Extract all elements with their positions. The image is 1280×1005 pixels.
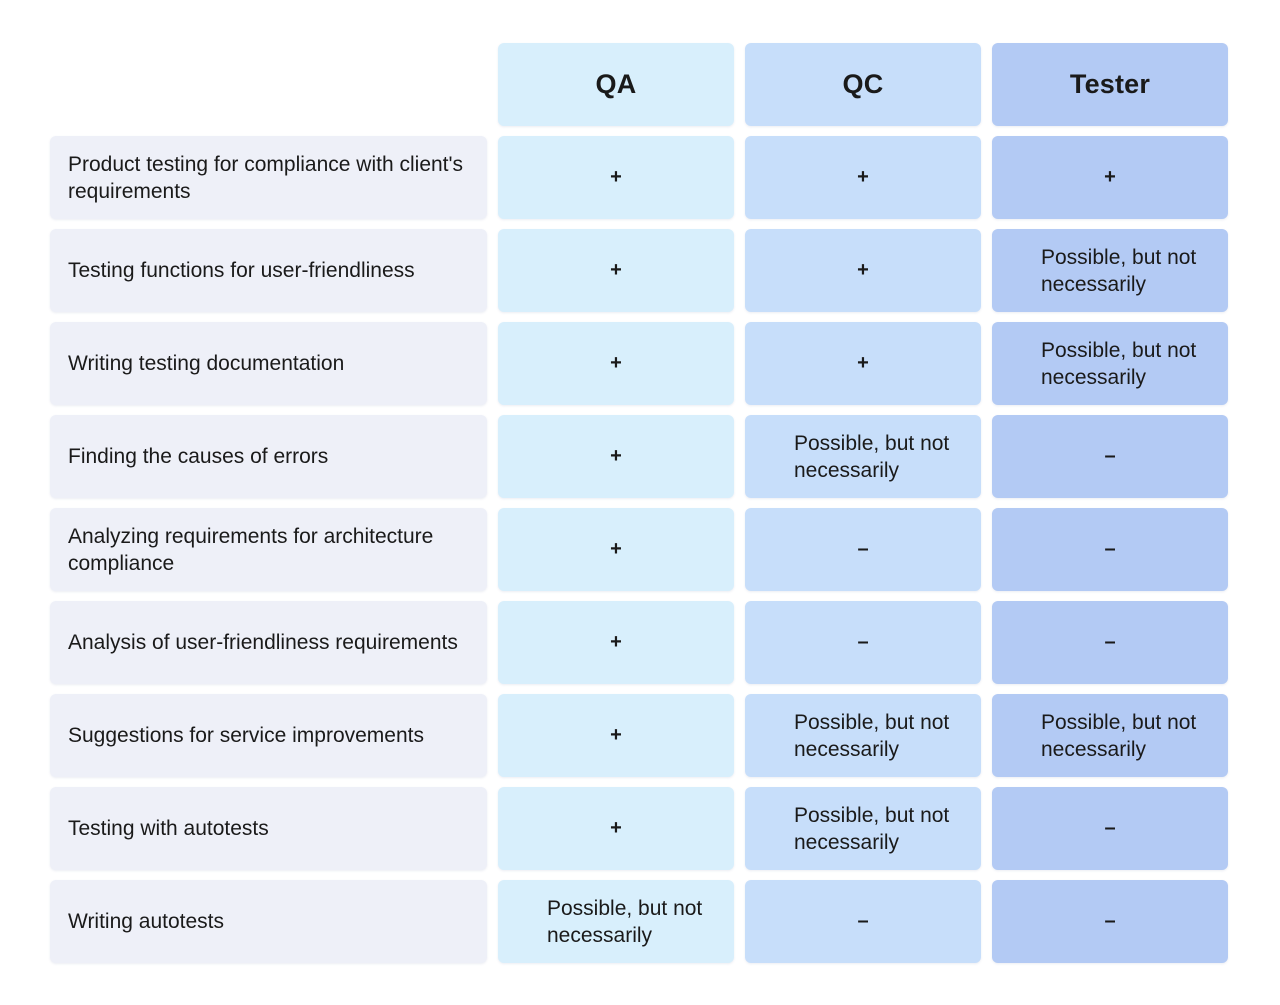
cell-qa: + — [498, 229, 734, 312]
cell-qc: Possible, but not necessarily — [745, 415, 981, 498]
cell-tester: Possible, but not necessarily — [992, 694, 1228, 777]
row-label: Writing testing documentation — [50, 322, 487, 405]
cell-tester: Possible, but not necessarily — [992, 229, 1228, 312]
cell-qc: – — [745, 508, 981, 591]
header-qa: QA — [498, 43, 734, 126]
table-corner — [50, 43, 487, 126]
row-label: Product testing for compliance with client's requirements — [50, 136, 487, 219]
cell-tester: Possible, but not necessarily — [992, 322, 1228, 405]
cell-qc: – — [745, 601, 981, 684]
cell-qa: + — [498, 508, 734, 591]
row-label: Analyzing requirements for architecture compliance — [50, 508, 487, 591]
cell-tester: + — [992, 136, 1228, 219]
cell-qc: + — [745, 322, 981, 405]
cell-qa: Possible, but not necessarily — [498, 880, 734, 963]
cell-tester: – — [992, 508, 1228, 591]
header-tester: Tester — [992, 43, 1228, 126]
cell-qc: + — [745, 136, 981, 219]
cell-tester: – — [992, 787, 1228, 870]
cell-qa: + — [498, 694, 734, 777]
cell-qa: + — [498, 136, 734, 219]
row-label: Testing with autotests — [50, 787, 487, 870]
row-label: Writing autotests — [50, 880, 487, 963]
row-label: Finding the causes of errors — [50, 415, 487, 498]
cell-tester: – — [992, 601, 1228, 684]
cell-qc: Possible, but not necessarily — [745, 694, 981, 777]
row-label: Testing functions for user-friendliness — [50, 229, 487, 312]
row-label: Suggestions for service improvements — [50, 694, 487, 777]
cell-qc: Possible, but not necessarily — [745, 787, 981, 870]
cell-tester: – — [992, 880, 1228, 963]
cell-tester: – — [992, 415, 1228, 498]
cell-qc: – — [745, 880, 981, 963]
cell-qa: + — [498, 415, 734, 498]
cell-qa: + — [498, 787, 734, 870]
cell-qa: + — [498, 322, 734, 405]
comparison-table — [50, 43, 1228, 963]
cell-qc: + — [745, 229, 981, 312]
row-label: Analysis of user-friendliness requirements — [50, 601, 487, 684]
header-qc: QC — [745, 43, 981, 126]
cell-qa: + — [498, 601, 734, 684]
